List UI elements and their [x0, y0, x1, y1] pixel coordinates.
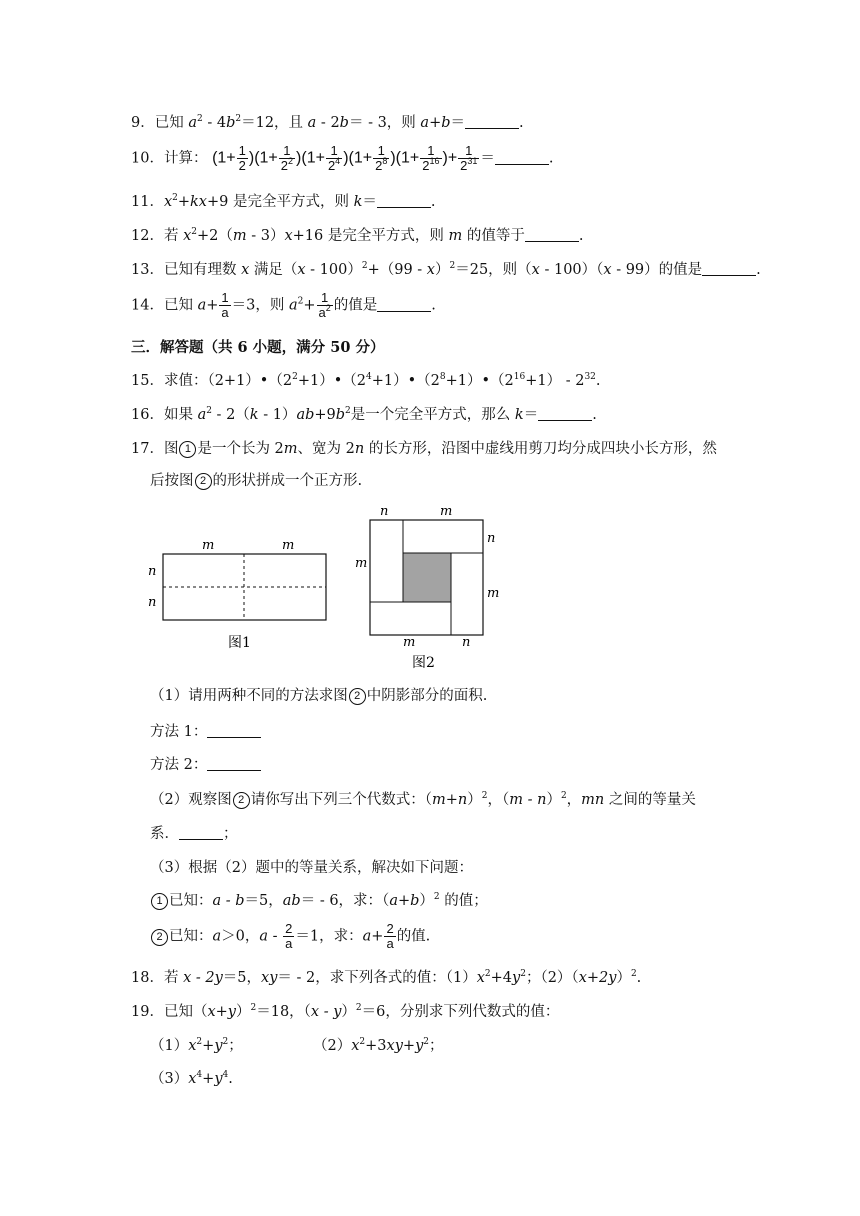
fig1-label-m: m — [202, 538, 215, 553]
question-17-line2: 后按图 2 的形状拼成一个正方形. — [150, 473, 363, 489]
question-17-line1: 17．图 1 是一个长为 2m、宽为 2n 的长方形，沿图中虚线用剪刀均分成四块小长方形，然 — [131, 441, 717, 457]
question-19-part1: $(1)x^2+y^2$； — [150, 1037, 243, 1054]
fig1-label-m: m — [282, 538, 295, 553]
question-17-part3: （3）根据（2）题中的等量关系，解决如下问题： — [150, 860, 473, 876]
question-13: 13．已知有理数 x 满足（x - 100）$^2$+（99 - x）$^2$＝25，则（x - 100）（x - 99）的值是 . — [131, 261, 761, 278]
question-16: 16．如果 $a^2 - 2(k - 1)ab+9b^2$是一个完全平方式，那么 k＝ . — [131, 406, 597, 423]
answer-blank[interactable] — [207, 756, 261, 771]
section-heading: 三．解答题（共 6 小题，满分 50 分） — [131, 339, 385, 356]
method-2: 方法 2： — [150, 755, 261, 775]
question-19: 19．已知$(x+y)^2=18$，（x - y）$^2$＝6，分别求下列代数式的值： — [131, 1003, 560, 1020]
question-17-part3-b: 2 已知：a＞0，a - $\frac{2}{a}$ ＝1，求：a+ $\frac{2}{a}$ 的值. — [150, 922, 430, 951]
question-9: 9．已知 $a^2 - 4b^2=12$，且 a - 2b＝ - 3，则 a+b＝ . — [131, 114, 524, 131]
answer-blank[interactable] — [538, 406, 592, 421]
fig2-label-m: m — [355, 556, 368, 571]
answer-blank[interactable] — [207, 723, 261, 738]
question-17-part3-a: 1 已知：a - b＝5，ab＝ - 6，求：$(a+b)^2$ 的值； — [150, 891, 488, 911]
figure-2 — [355, 504, 499, 671]
answer-blank[interactable] — [525, 227, 579, 242]
question-12: 12．若 $x^2+2(m - 3)x+16$ 是完全平方式，则 m 的值等于 . — [131, 227, 584, 244]
answer-blank[interactable] — [179, 825, 223, 840]
fig2-label-m: m — [403, 635, 416, 650]
fig2-label-n: n — [380, 504, 389, 519]
question-17-part2-line2: 系． ； — [150, 826, 238, 842]
fig2-label-n: n — [462, 635, 471, 650]
question-10: 10．计算： (1+ $\frac{1}{2}$ )(1+ $\frac{1}{2^2}$ )(1+ $\frac{1}{2^4}$ )(1+ $\frac{1}{2^8}$ )(1+ $\frac{1}{2^{16}}$ )+ $\frac{1}{2^{31}}$ ＝ . — [131, 143, 554, 173]
answer-blank[interactable] — [702, 261, 756, 276]
question-17-part1: （1）请用两种不同的方法求图 2 中阴影部分的面积. — [150, 688, 488, 704]
figure-1 — [148, 538, 326, 651]
answer-blank[interactable] — [465, 114, 519, 129]
question-14: 14．已知 a+ $\frac{1}{a}$ ＝3，则 $a^2+$ $\frac{1}{a^2}$ 的值是 . — [131, 290, 436, 320]
answer-blank[interactable] — [377, 193, 431, 208]
answer-blank[interactable] — [495, 150, 549, 165]
question-18: 18．若 x - 2y＝5，xy＝ - 2，求下列各式的值：$(1)x^2+4y^2$；$(2)(x+2y)^2$. — [131, 969, 642, 986]
fig1-caption: 图1 — [228, 635, 251, 651]
shaded-square — [403, 553, 451, 602]
question-19-part3: $(3)x^4+y^4$. — [150, 1070, 233, 1087]
question-19-part2: $(2)x^2+3xy+y^2$； — [313, 1037, 444, 1054]
question-11: 11．$x^2+kx+9$ 是完全平方式，则 k＝ . — [131, 193, 436, 210]
question-17-part2: （2）观察图 2 请你写出下列三个代数式：$(m+n)^2$，（m - n）$^2$，mn 之间的等量关 — [150, 791, 696, 808]
fig1-label-n: n — [148, 595, 157, 610]
fig2-caption: 图2 — [412, 655, 435, 671]
fig2-label-m: m — [487, 586, 500, 601]
fig1-label-n: n — [148, 564, 157, 579]
method-1: 方法 1： — [150, 722, 261, 742]
fig2-label-n: n — [487, 531, 496, 546]
question-15: 15．求值：$(2+1)•(2^2+1)•(2^4+1)•(2^8+1)•(2^{16}+1) - 2^{32}$. — [131, 372, 601, 389]
answer-blank[interactable] — [377, 297, 431, 312]
fig2-label-m: m — [440, 504, 453, 519]
